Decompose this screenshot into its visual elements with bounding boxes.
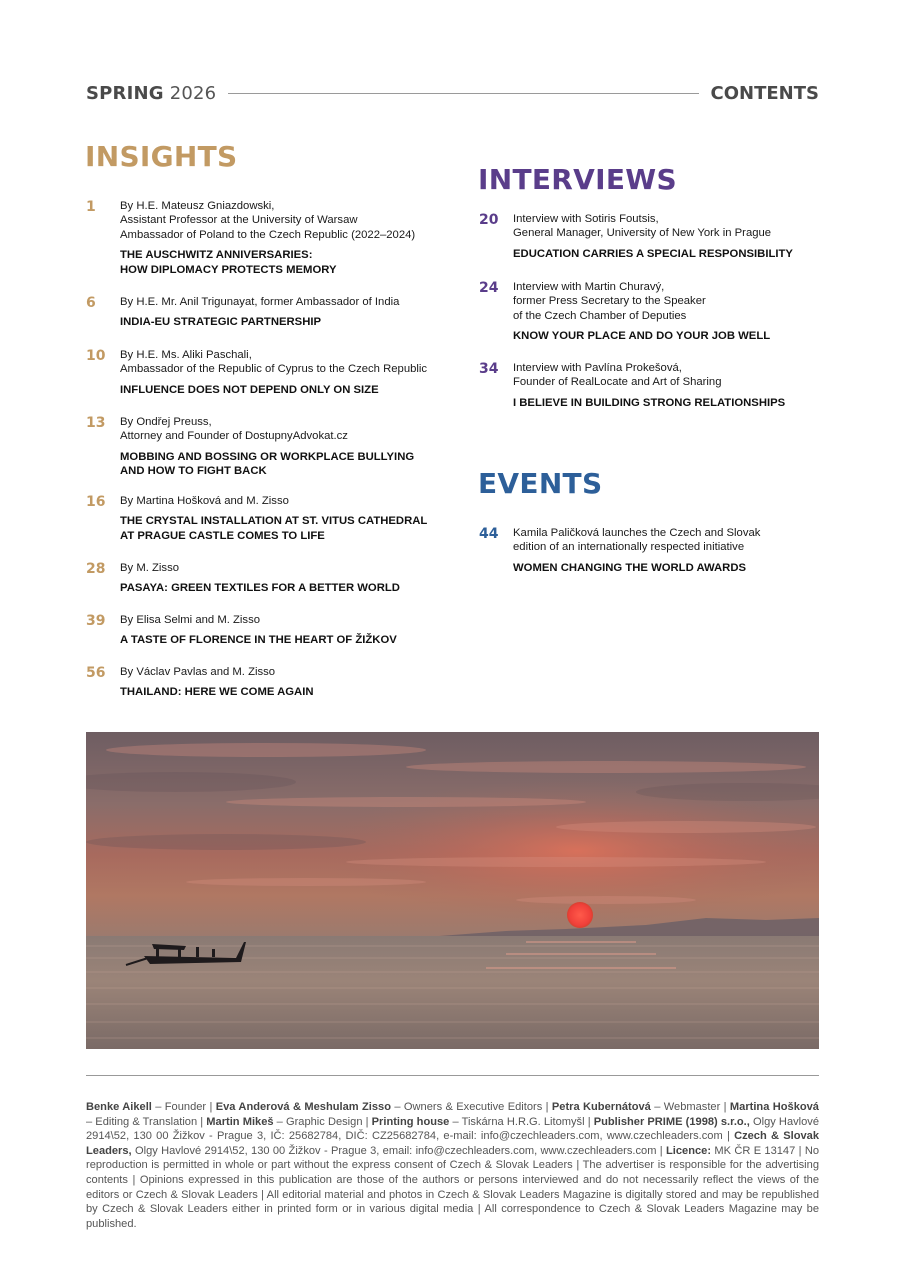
byline-line: By Václav Pavlas and M. Zisso [120, 666, 276, 678]
entry-title[interactable] [120, 450, 414, 479]
entry-title[interactable] [513, 247, 793, 261]
byline-line: Kamila Paličková launches the Czech and Slovak [513, 527, 761, 539]
title-line: INFLUENCE DOES NOT DEPEND ONLY ON SIZE [120, 383, 379, 396]
entry-byline [120, 665, 314, 679]
title-line: AND HOW TO FIGHT BACK [120, 465, 267, 478]
byline-line: Attorney and Founder of DostupnyAdvokat.cz [120, 430, 348, 443]
interviews-heading: INTERVIEWS [478, 163, 677, 196]
footer-text: – Editing & Translation | [86, 1115, 207, 1128]
byline-line: Interview with Sotiris Foutsis, [513, 213, 659, 225]
footer-bold: Eva Anderová & Meshulam Zisso [215, 1101, 391, 1113]
entry-text [120, 665, 314, 700]
title-line: THE CRYSTAL INSTALLATION AT ST. VITUS CATHEDRAL [120, 515, 428, 528]
byline-line: edition of an internationally respected initiative [513, 541, 745, 554]
entry-text [513, 526, 760, 575]
entry-byline [120, 348, 427, 377]
footer-bold: Czech & Slovak Leaders, [86, 1130, 819, 1157]
entry-byline [120, 415, 414, 444]
page-header [86, 80, 819, 106]
byline-line: Founder of RealLocate and Art of Sharing [513, 376, 722, 389]
issue-label [86, 83, 216, 104]
page-number: 34 [479, 361, 499, 377]
entry-text [120, 295, 399, 330]
entry-byline [513, 526, 760, 555]
issue-year: 2026 [169, 82, 217, 104]
title-line: HOW DIPLOMACY PROTECTS MEMORY [120, 263, 337, 276]
page-number: 44 [479, 526, 499, 542]
entry-byline [120, 199, 415, 242]
events-heading: EVENTS [478, 467, 603, 500]
entry-byline [120, 561, 400, 575]
byline-line: By H.E. Mateusz Gniazdowski, [120, 200, 275, 212]
entry-title[interactable] [120, 315, 399, 329]
page-number: 39 [86, 613, 106, 629]
entry-text [513, 212, 793, 261]
entry-title[interactable] [120, 633, 397, 647]
title-line: EDUCATION CARRIES A SPECIAL RESPONSIBILITY [513, 247, 793, 260]
title-line: INDIA-EU STRATEGIC PARTNERSHIP [120, 316, 322, 329]
title-line: I BELIEVE IN BUILDING STRONG RELATIONSHIPS [513, 396, 786, 409]
footer-bold: Martin Mikeš [206, 1115, 274, 1128]
entry-title[interactable] [120, 383, 427, 397]
footer-bold: Martina Hošková [729, 1101, 819, 1113]
entry-title[interactable] [513, 561, 760, 575]
title-line: PASAYA: GREEN TEXTILES FOR A BETTER WORLD [120, 582, 400, 595]
byline-line: By Elisa Selmi and M. Zisso [120, 614, 260, 626]
title-line: THE AUSCHWITZ ANNIVERSARIES: [120, 249, 313, 262]
entry-byline [120, 613, 397, 627]
title-line: WOMEN CHANGING THE WORLD AWARDS [513, 561, 747, 574]
byline-line: By H.E. Mr. Anil Trigunayat, former Ambassador of India [120, 296, 400, 308]
entry-byline [513, 212, 793, 241]
footer-text: – Tiskárna H.R.G. Litomyšl | [449, 1115, 594, 1128]
entry-title[interactable] [120, 581, 400, 595]
byline-line: Assistant Professor at the University of Warsaw [120, 214, 358, 227]
entry-text [513, 361, 785, 410]
entry-title[interactable] [513, 329, 770, 343]
footer-bold: Licence: [666, 1144, 712, 1157]
byline-line: Interview with Pavlína Prokešová, [513, 362, 682, 374]
byline-line: General Manager, University of New York in Prague [513, 227, 772, 240]
entry-byline [120, 295, 399, 309]
entry-byline [513, 280, 770, 323]
entry-title[interactable] [120, 248, 415, 277]
page-number: 28 [86, 561, 106, 577]
byline-line: Ambassador of Poland to the Czech Republic (2022–2024) [120, 228, 416, 241]
title-line: KNOW YOUR PLACE AND DO YOUR JOB WELL [513, 330, 771, 343]
page-number: 16 [86, 494, 106, 510]
page-number: 10 [86, 348, 106, 364]
byline-line: Interview with Martin Churavý, [513, 281, 665, 293]
entry-title[interactable] [513, 396, 785, 410]
header-rule [228, 93, 698, 94]
footer-text: – Founder | [151, 1101, 216, 1113]
page-number: 20 [479, 212, 499, 228]
footer-bold: Publisher PRIME (1998) s.r.o., [593, 1115, 750, 1128]
page-number: 56 [86, 665, 106, 681]
byline-line: Ambassador of the Republic of Cyprus to the Czech Republic [120, 363, 428, 376]
entry-text [120, 199, 415, 277]
entry-title[interactable] [120, 514, 427, 543]
title-line: MOBBING AND BOSSING OR WORKPLACE BULLYING [120, 450, 415, 463]
byline-line: By H.E. Ms. Aliki Paschali, [120, 349, 252, 361]
page-number: 24 [479, 280, 499, 296]
title-line: THAILAND: HERE WE COME AGAIN [120, 686, 314, 699]
entry-text [120, 613, 397, 648]
footer-text: – Webmaster | [650, 1101, 730, 1113]
masthead-footer [86, 1100, 819, 1231]
page-number: 13 [86, 415, 106, 431]
byline-line: By Martina Hošková and M. Zisso [120, 495, 289, 507]
footer-text: – Owners & Executive Editors | [390, 1101, 552, 1113]
byline-line: By M. Zisso [120, 562, 179, 574]
entry-text [120, 494, 427, 543]
section-label: CONTENTS [710, 82, 819, 104]
footer-text: – Graphic Design | [273, 1115, 372, 1128]
entry-text [513, 280, 770, 344]
entry-text [120, 415, 414, 479]
footer-text: Olgy Havlové 2914\52, 130 00 Žižkov - Prague 3, email: info@czechleaders.com, www.czechleaders.com | [131, 1144, 667, 1157]
sunset-photo [86, 732, 819, 1049]
insights-heading: INSIGHTS [85, 140, 238, 173]
byline-line: of the Czech Chamber of Deputies [513, 309, 687, 322]
title-line: AT PRAGUE CASTLE COMES TO LIFE [120, 529, 325, 542]
byline-line: former Press Secretary to the Speaker [513, 295, 706, 308]
footer-bold: Petra Kubernátová [551, 1101, 651, 1113]
title-line: A TASTE OF FLORENCE IN THE HEART OF ŽIŽKOV [120, 634, 397, 647]
footer-text: MK ČR E 13147 | No reproduction is permitted in whole or part without the express consent of Czech & Slovak Leaders | The advertiser is responsible for the advertising contents | Opinions expressed in this publication are those of the authors or persons interviewed and do not necessarily reflect the views of the editors or Czech & Slovak Leaders | All editorial material and photos in Czech & Slovak Leaders Magazine is digitally stored and may be republished by Czech & Slovak Leaders either in printed form or in various digital media | All correspondence to Czech & Slovak Leaders Magazine may be published. [86, 1144, 819, 1230]
footer-bold: Benke Aikell [86, 1101, 152, 1113]
page-number: 6 [86, 295, 96, 311]
entry-byline [513, 361, 785, 390]
issue-season: SPRING [86, 82, 164, 104]
entry-text [120, 348, 427, 397]
footer-rule [86, 1075, 819, 1076]
entry-text [120, 561, 400, 596]
footer-text: Olgy Havlové 2914\52, 130 00 Žižkov - Prague 3, IČ: 25682784, DIČ: CZ25682784, e-mail: info@czechleaders.com, www.czechleaders.com | [86, 1115, 820, 1143]
footer-bold: Printing house [371, 1115, 450, 1128]
byline-line: By Ondřej Preuss, [120, 416, 212, 428]
entry-title[interactable] [120, 685, 314, 699]
page-number: 1 [86, 199, 96, 215]
entry-byline [120, 494, 427, 508]
